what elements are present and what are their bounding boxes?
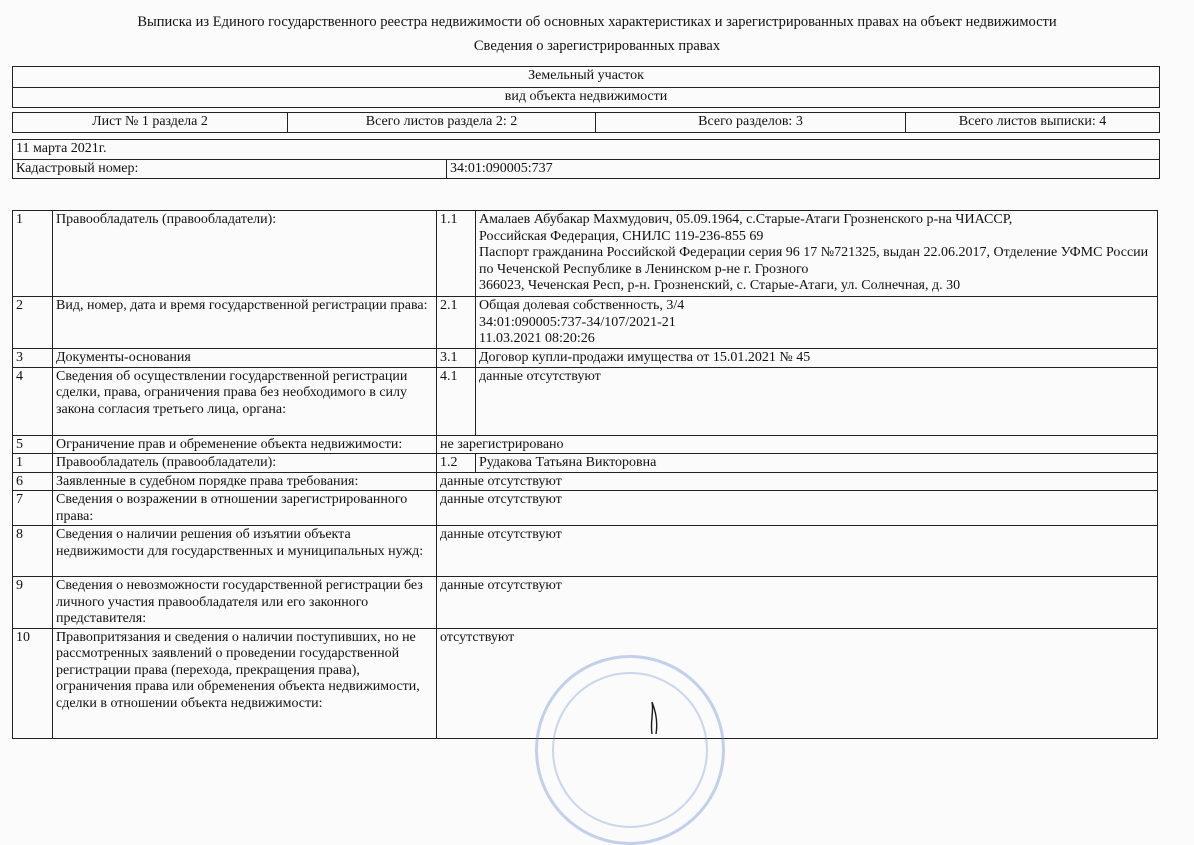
table-row [13,297,1158,349]
row-number: 4 [13,367,53,435]
row-number: 8 [13,526,53,577]
row-value: данные отсутствуют [437,526,1158,577]
row-number: 2 [13,297,53,349]
table-row [13,454,1158,473]
row-label: Заявленные в судебном порядке права требования: [53,472,437,491]
row-label: Правообладатель (правообладатели): [53,454,437,473]
row-value: данные отсутствуют [437,491,1158,526]
table-row [13,526,1158,577]
row-number: 7 [13,491,53,526]
row-label: Вид, номер, дата и время государственной регистрации права: [53,297,437,349]
official-stamp [535,655,725,845]
date-cadastral-box [12,139,1160,179]
row-number: 10 [13,628,53,738]
row-label: Документы-основания [53,349,437,368]
row-label: Сведения о невозможности государственной регистрации без личного участия правообладателя или его законного представителя: [53,577,437,629]
table-row [13,472,1158,491]
row-value: данные отсутствуют [437,472,1158,491]
row-value: Договор купли-продажи имущества от 15.01.2021 № 45 [476,349,1158,368]
sheet-info-bar [12,112,1160,133]
row-number: 9 [13,577,53,629]
row-label: Сведения о возражении в отношении зарегистрированного права: [53,491,437,526]
row-number: 5 [13,435,53,454]
row-subnumber: 2.1 [437,297,476,349]
sheets-total: Всего листов выписки: 4 [958,114,1107,129]
document-date: 11 марта 2021г. [13,140,1159,160]
row-label: Правообладатель (правообладатели): [53,211,437,297]
row-label: Сведения об осуществлении государственной регистрации сделки, права, ограничения права без необходимого в силу закона согласия третьего лица, органа: [53,367,437,435]
document-title: Выписка из Единого государственного реестра недвижимости об основных характеристиках и зарегистрированных правах на объект недвижимости [137,14,1057,30]
rights-table [12,210,1158,739]
row-subnumber: 4.1 [437,367,476,435]
row-value: отсутствуют [437,628,1158,738]
cadastral-label: Кадастровый номер: [13,160,447,179]
row-label: Ограничение прав и обременение объекта недвижимости: [53,435,437,454]
row-value: Рудакова Татьяна Викторовна [476,454,1158,473]
table-row [13,435,1158,454]
table-row [13,211,1158,297]
row-value: Общая долевая собственность, 3/4 34:01:090005:737-34/107/2021-21 11.03.2021 08:20:26 [476,297,1158,349]
cadastral-row [13,160,1159,179]
row-number: 3 [13,349,53,368]
row-subnumber: 1.2 [437,454,476,473]
object-type: Земельный участок [528,68,644,83]
object-type-box [12,66,1160,108]
sheet-number: Лист № 1 раздела 2 [13,113,288,132]
row-number: 6 [13,472,53,491]
sections-total: Всего разделов: 3 [596,113,906,132]
row-number: 1 [13,211,53,297]
row-subnumber: 3.1 [437,349,476,368]
object-type-caption: вид объекта недвижимости [13,87,1159,108]
sheets-in-section: Всего листов раздела 2: 2 [288,113,596,132]
row-label: Правопритязания и сведения о наличии поступивших, но не рассмотренных заявлений о проведении государственной регистрации права (перехода, прекращения права), ограничения права или обременения объекта недвижимости, сделки в отношении объекта недвижимости: [53,628,437,738]
table-row [13,577,1158,629]
row-subnumber: 1.1 [437,211,476,297]
table-row [13,349,1158,368]
table-row [13,491,1158,526]
signature-mark [632,700,672,734]
row-number: 1 [13,454,53,473]
cadastral-value: 34:01:090005:737 [450,161,553,176]
row-value: Амалаев Абубакар Махмудович, 05.09.1964, с.Старые-Атаги Грозненского р-на ЧИАССР, Российская Федерация, СНИЛС 119-236-855 69 Паспорт гражданина Российской Федерации серия 96 17 №721325, выдан 22.06.2017, Отделение УФМС России по Чеченской Республике в Ленинском р-не г. Грозного 366023, Чеченская Респ, р-н. Грозненский, с. Старые-Атаги, ул. Солнечная, д. 30 [476,211,1158,297]
document-subtitle: Сведения о зарегистрированных правах [473,38,721,54]
row-value: данные отсутствуют [476,367,1158,435]
row-value: данные отсутствуют [437,577,1158,629]
row-value: не зарегистрировано [437,435,1158,454]
table-row [13,367,1158,435]
row-label: Сведения о наличии решения об изъятии объекта недвижимости для государственных и муниципальных нужд: [53,526,437,577]
